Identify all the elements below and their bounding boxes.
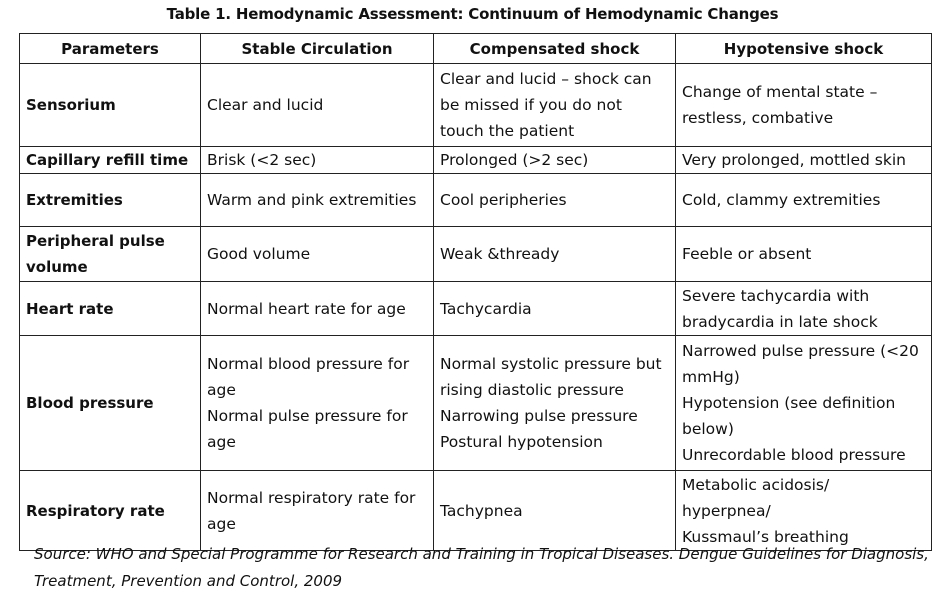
hemodynamic-table (19, 33, 932, 551)
cell-line: mmHg) (682, 368, 740, 386)
cell-stable (201, 64, 434, 147)
cell-line: be missed if you do not (440, 96, 622, 114)
cell-line: Normal respiratory rate for (207, 488, 416, 507)
cell-line: Good volume (207, 245, 311, 263)
cell-hypotensive (676, 336, 932, 471)
cell-line: Normal pulse pressure for (207, 407, 408, 425)
param-capillary-refill: Capillary refill time (20, 147, 201, 174)
table-row (20, 227, 932, 282)
cell-line: Weak &thready (440, 245, 560, 263)
cell-line: age (207, 433, 236, 451)
param-extremities: Extremities (20, 174, 201, 227)
cell-hypotensive (676, 64, 932, 147)
cell-stable (201, 147, 434, 174)
cell-stable (201, 282, 434, 336)
table-row (20, 282, 932, 336)
cell-line: Narrowing pulse pressure (440, 407, 638, 425)
table-title: Table 1. Hemodynamic Assessment: Continuum of Hemodynamic Changes (166, 5, 779, 23)
cell-line: Very prolonged, mottled skin (682, 151, 906, 169)
cell-line: Clear and lucid – shock can (440, 70, 652, 88)
cell-stable (201, 227, 434, 282)
header-stable: Stable Circulation (201, 34, 434, 64)
header-row (20, 34, 932, 64)
cell-line: Change of mental state – (682, 83, 878, 101)
cell-stable (201, 471, 434, 551)
cell-line: restless, combative (682, 109, 834, 127)
cell-line: Clear and lucid (207, 96, 324, 114)
table-row (20, 471, 932, 551)
cell-line: Tachypnea (440, 501, 523, 520)
param-respiratory-rate: Respiratory rate (20, 471, 201, 551)
cell-line: age (207, 514, 236, 533)
cell-line: Feeble or absent (682, 245, 812, 263)
cell-compensated (434, 227, 676, 282)
header-parameters: Parameters (20, 34, 201, 64)
cell-line: touch the patient (440, 122, 575, 140)
cell-line: Metabolic acidosis/ (682, 475, 830, 494)
cell-line: hyperpnea/ (682, 501, 771, 520)
cell-line: Warm and pink extremities (207, 191, 417, 209)
table-row (20, 174, 932, 227)
cell-line: Prolonged (>2 sec) (440, 151, 589, 169)
cell-line: rising diastolic pressure (440, 381, 624, 399)
param-blood-pressure: Blood pressure (20, 336, 201, 471)
cell-compensated (434, 282, 676, 336)
cell-line: Cool peripheries (440, 191, 567, 209)
cell-hypotensive (676, 227, 932, 282)
source-line: Source: WHO and Special Programme for Research and Training in Tropical Diseases. Dengue Guidelines for Diagnosis, (34, 545, 929, 563)
cell-stable (201, 336, 434, 471)
cell-line: bradycardia in late shock (682, 312, 878, 331)
param-peripheral-pulse: Peripheral pulse volume (20, 227, 201, 282)
cell-line: Kussmaul’s breathing (682, 527, 849, 546)
cell-line: Postural hypotension (440, 433, 603, 451)
cell-line: Cold, clammy extremities (682, 191, 881, 209)
header-hypotensive: Hypotensive shock (676, 34, 932, 64)
source-citation (34, 541, 934, 595)
cell-line: Normal blood pressure for (207, 355, 410, 373)
cell-line: Normal heart rate for age (207, 299, 406, 318)
cell-line: Narrowed pulse pressure (<20 (682, 342, 919, 360)
cell-line: Hypotension (see definition (682, 394, 896, 412)
param-heart-rate: Heart rate (20, 282, 201, 336)
cell-line: age (207, 381, 236, 399)
cell-compensated (434, 147, 676, 174)
cell-hypotensive (676, 471, 932, 551)
cell-line: Brisk (<2 sec) (207, 151, 317, 169)
cell-hypotensive (676, 174, 932, 227)
cell-line: Unrecordable blood pressure (682, 446, 906, 464)
table-row (20, 147, 932, 174)
cell-line: Tachycardia (440, 299, 532, 318)
source-line: Treatment, Prevention and Control, 2009 (34, 572, 343, 590)
param-sensorium: Sensorium (20, 64, 201, 147)
cell-line: Severe tachycardia with (682, 286, 870, 305)
header-compensated: Compensated shock (434, 34, 676, 64)
table-row (20, 336, 932, 471)
cell-compensated (434, 64, 676, 147)
cell-compensated (434, 336, 676, 471)
cell-line: Normal systolic pressure but (440, 355, 662, 373)
cell-hypotensive (676, 282, 932, 336)
cell-compensated (434, 471, 676, 551)
cell-line: below) (682, 420, 734, 438)
cell-compensated (434, 174, 676, 227)
cell-stable (201, 174, 434, 227)
cell-hypotensive (676, 147, 932, 174)
table-row (20, 64, 932, 147)
